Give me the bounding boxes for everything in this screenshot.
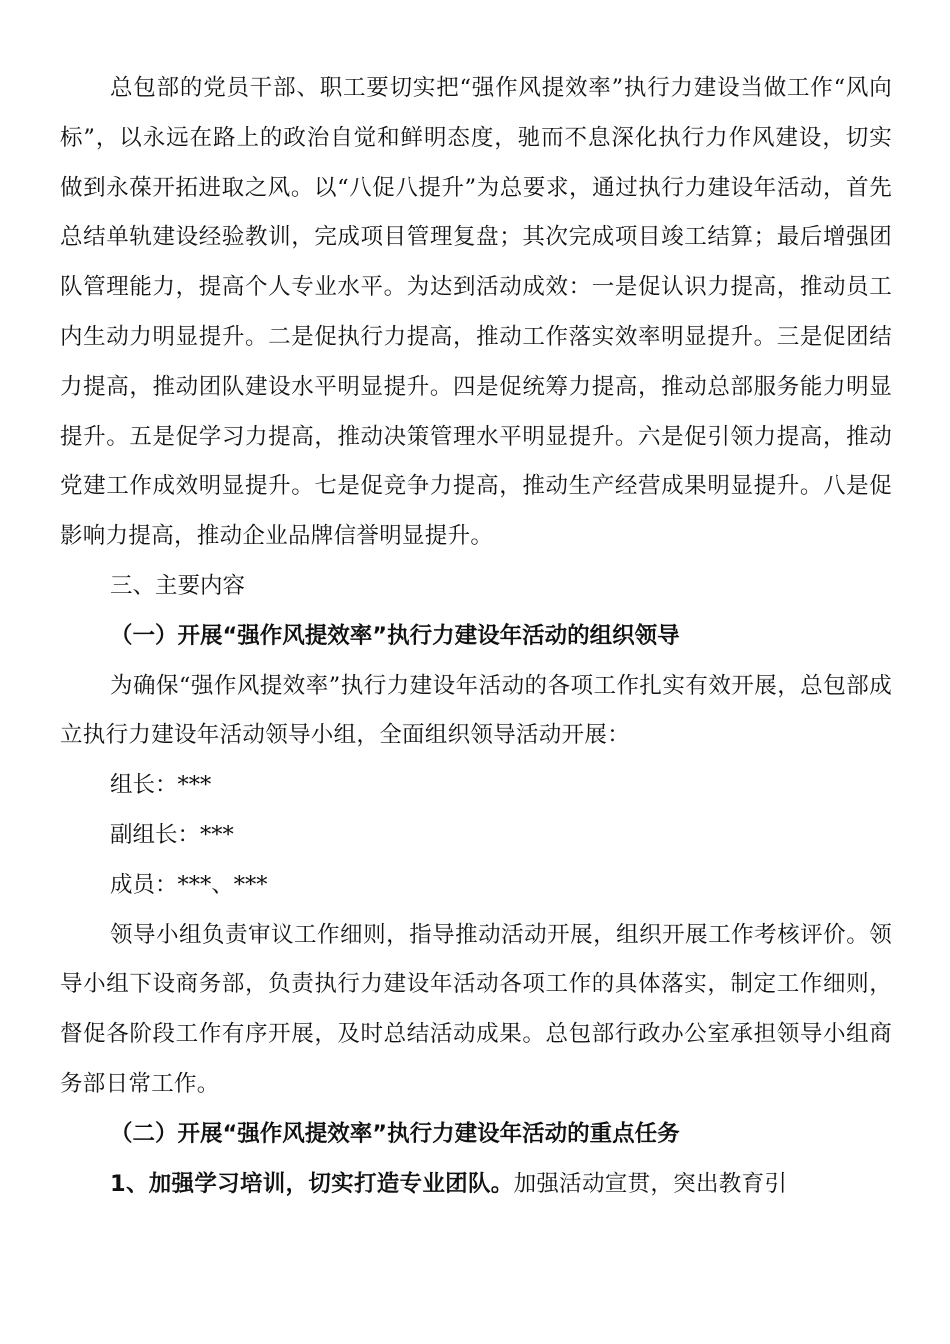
task-item-1-text: 加强活动宣贯，突出教育引 xyxy=(513,1170,788,1197)
members-line: 成员：***、*** xyxy=(110,871,268,898)
document-page xyxy=(60,64,892,1209)
deputy-leader-line: 副组长：*** xyxy=(110,821,234,848)
section-heading-main-content: 三、主要内容 xyxy=(110,572,246,599)
subsection-heading-organization: （一）开展“强作风提效率”执行力建设年活动的组织领导 xyxy=(110,622,680,649)
paragraph-leading-group: 为确保“强作风提效率”执行力建设年活动的各项工作扎实有效开展，总包部成立执行力建设年活动领导小组，全面组织领导活动开展： xyxy=(60,672,892,749)
paragraph-goals: 总包部的党员干部、职工要切实把“强作风提效率”执行力建设当做工作“风向标”，以永远在路上的政治自觉和鲜明态度，驰而不息深化执行力作风建设，切实做到永葆开拓进取之风。以“八促八提升”为总要求，通过执行力建设年活动，首先总结单轨建设经验教训，完成项目管理复盘；其次完成项目竣工结算；最后增强团队管理能力，提高个人专业水平。为达到活动成效：一是促认识力提高，推动员工内生动力明显提升。二是促执行力提高，推动工作落实效率明显提升。三是促团结力提高，推动团队建设水平明显提升。四是促统筹力提高，推动总部服务能力明显提升。五是促学习力提高，推动决策管理水平明显提升。六是促引领力提高，推动党建工作成效明显提升。七是促竞争力提高，推动生产经营成果明显提升。八是促影响力提高，推动企业品牌信誉明显提升。 xyxy=(60,75,892,550)
task-item-1 xyxy=(60,1160,892,1210)
task-item-1-lead: 1、加强学习培训，切实打造专业团队。 xyxy=(110,1170,514,1197)
group-leader-line: 组长：*** xyxy=(110,772,212,799)
paragraph-group-duties: 领导小组负责审议工作细则，指导推动活动开展，组织开展工作考核评价。领导小组下设商务部，负责执行力建设年活动各项工作的具体落实，制定工作细则，督促各阶段工作有序开展，及时总结活动成果。总包部行政办公室承担领导小组商务部日常工作。 xyxy=(60,921,892,1097)
subsection-heading-key-tasks: （二）开展“强作风提效率”执行力建设年活动的重点任务 xyxy=(110,1120,680,1147)
